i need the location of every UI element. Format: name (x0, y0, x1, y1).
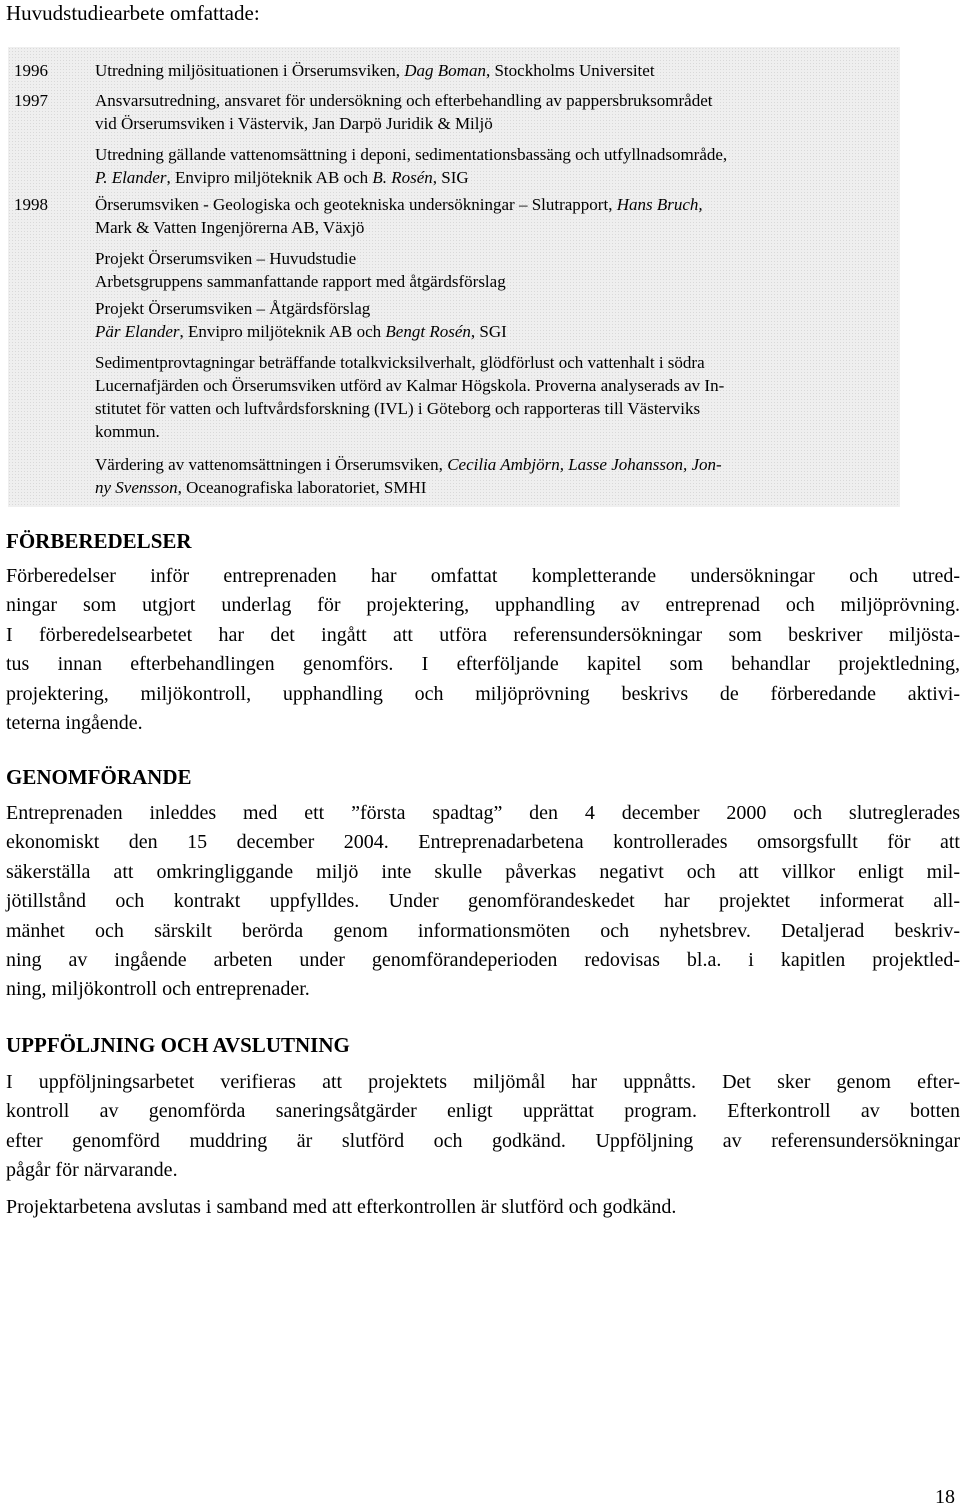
paragraph (6, 799, 960, 1005)
paragraph-line: efter genomförd muddring är slutförd och godkänd. Uppföljning av referensundersökningar (6, 1129, 960, 1152)
reference-line: Projekt Örserumsviken – Åtgärdsförslag (95, 299, 371, 318)
reference-year: 1996 (14, 61, 48, 80)
reference-line: kommun. (95, 422, 160, 441)
reference-line: Utredning miljösituationen i Örserumsviken, Dag Boman, Stockholms Universitet (95, 61, 655, 80)
reference-line: ny Svensson, Oceanografiska laboratoriet, SMHI (95, 478, 427, 497)
reference-line: Arbetsgruppens sammanfattande rapport med åtgärdsförslag (95, 272, 506, 291)
page-number: 18 (935, 1486, 955, 1508)
paragraph-line: Projektarbetena avslutas i samband med att efterkontrollen är slutförd och godkänd. (6, 1196, 677, 1218)
paragraph-line: ningar som utgjort underlag för projektering, upphandling av entreprenad och miljöprövning. (6, 594, 960, 617)
reference-line: Utredning gällande vattenomsättning i deponi, sedimentationsbassäng och utfyllnadsområde, (95, 145, 728, 164)
page-heading: Huvudstudiearbete omfattade: (6, 1, 260, 25)
paragraph-line: tus innan efterbehandlingen genomförs. I efterföljande kapitel som behandlar projektledning, (6, 653, 960, 676)
paragraph-line: teterna ingående. (6, 712, 143, 735)
reference-line: Värdering av vattenomsättningen i Örserumsviken, Cecilia Ambjörn, Lasse Johansson, Jon- (95, 455, 722, 474)
reference-line: vid Örserumsviken i Västervik, Jan Darpö Juridik & Miljö (95, 114, 493, 133)
section-title-forberedelser: FÖRBEREDELSER (6, 529, 192, 553)
reference-line: P. Elander, Envipro miljöteknik AB och B. Rosén, SIG (95, 168, 469, 187)
paragraph (6, 562, 960, 738)
reference-line: Örserumsviken - Geologiska och geotekniska undersökningar – Slutrapport, Hans Bruch, (95, 195, 703, 214)
section-title-genomforande: GENOMFÖRANDE (6, 765, 192, 789)
reference-year: 1998 (14, 195, 48, 214)
reference-line: Lucernafjärden och Örserumsviken utförd av Kalmar Högskola. Proverna analyserads av In- (95, 376, 725, 395)
reference-line: Pär Elander, Envipro miljöteknik AB och Bengt Rosén, SGI (95, 322, 507, 341)
reference-line: Mark & Vatten Ingenjörerna AB, Växjö (95, 218, 365, 237)
reference-line: stitutet för vatten och luftvårdsforskning (IVL) i Göteborg och rapporteras till Västerviks (95, 399, 701, 418)
paragraph-line: Entreprenaden inleddes med ett ”första spadtag” den 4 december 2000 och slutreglerades (6, 802, 960, 824)
paragraph-line: I förberedelsearbetet har det ingått att utföra referensundersökningar som beskriver miljösta- (6, 623, 960, 646)
paragraph-line: ning av ingående arbeten under genomförandeperioden redovisas bl.a. i kapitlen projektled- (6, 949, 960, 972)
paragraph-line: jötillstånd och kontrakt uppfylldes. Under genomförandeskedet har projektet informerat all- (6, 890, 960, 913)
paragraph (6, 1068, 960, 1186)
paragraph-line: säkerställa att omkringliggande miljö inte skulle påverkas negativt och att villkor enligt mil- (6, 860, 960, 883)
paragraph-line: I uppföljningsarbetet verifieras att projektets miljömål har uppnåtts. Det sker genom efter- (6, 1071, 960, 1093)
paragraph-line: projektering, miljökontroll, upphandling och miljöprövning beskrivs de förberedande aktivi- (6, 682, 960, 705)
paragraph-line: kontroll av genomförda saneringsåtgärder enligt upprättat program. Efterkontroll av botten (6, 1100, 960, 1123)
section-title-uppfoljning: UPPFÖLJNING OCH AVSLUTNING (6, 1033, 350, 1057)
paragraph-line: Förberedelser inför entreprenaden har omfattat kompletterande undersökningar och utred- (6, 565, 960, 587)
paragraph-line: ekonomiskt den 15 december 2004. Entreprenadarbetena kontrollerades omsorgsfullt för att (6, 831, 960, 854)
reference-line: Projekt Örserumsviken – Huvudstudie (95, 249, 357, 268)
paragraph-line: mänhet och särskilt berörda genom informationsmöten och nyhetsbrev. Detaljerad beskriv- (6, 919, 960, 942)
reference-year: 1997 (14, 91, 48, 110)
paragraph-line: pågår för närvarande. (6, 1159, 178, 1182)
paragraph-line: ning, miljökontroll och entreprenader. (6, 978, 310, 1001)
paragraph (6, 1193, 960, 1222)
reference-line: Sedimentprovtagningar beträffande totalkvicksilverhalt, glödförlust och vattenhalt i södra (95, 353, 705, 372)
reference-line: Ansvarsutredning, ansvaret för undersökning och efterbehandling av pappersbruksområdet (95, 91, 713, 110)
